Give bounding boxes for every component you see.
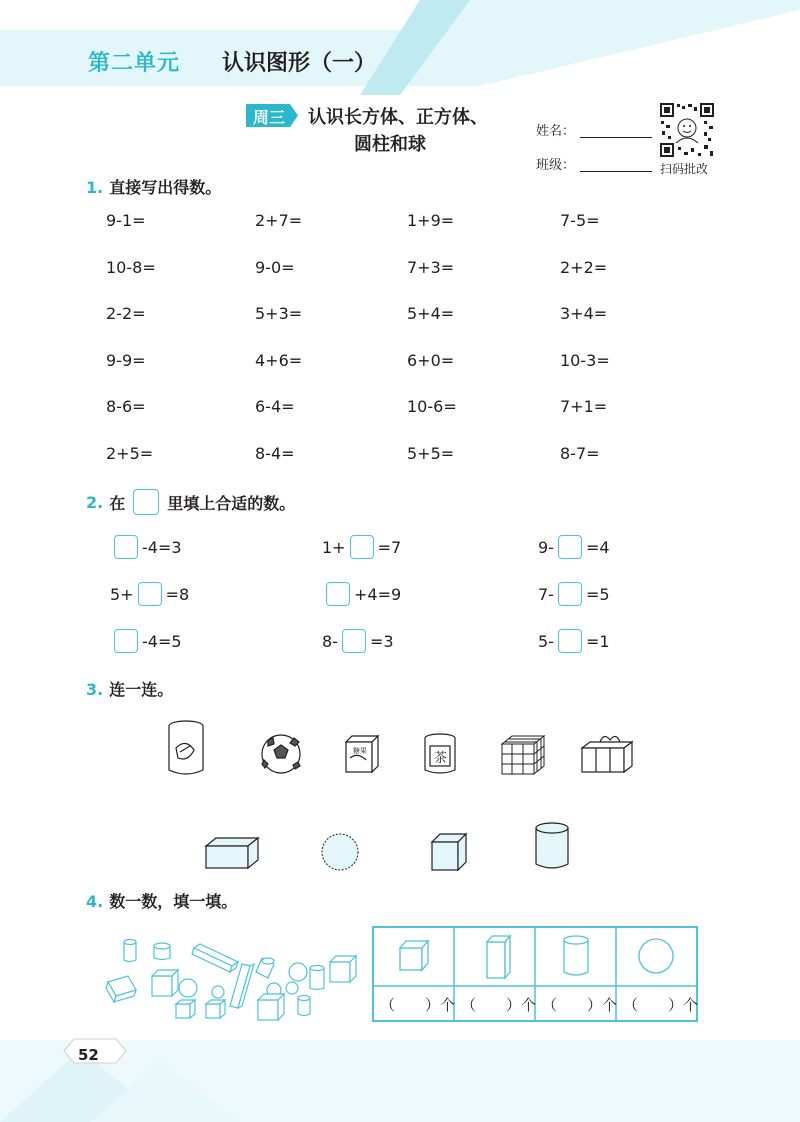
fill-equation (538, 582, 610, 606)
equation: 9-9= (106, 350, 146, 370)
section3-title-text: 连一连。 (109, 680, 174, 699)
equation: 6-4= (255, 397, 295, 416)
table-sphere-icon (639, 939, 673, 973)
pile-ball (212, 986, 224, 998)
lesson-title: 认识图形（一） (222, 51, 377, 76)
pile-cube (176, 1000, 195, 1018)
section3-number: 3. (86, 680, 104, 699)
equation-suffix: =8 (165, 584, 190, 604)
pile-cylinder-slant (256, 958, 274, 978)
equation: 8-4= (255, 443, 295, 463)
answer-box[interactable] (342, 629, 366, 653)
qr-code-icon[interactable] (660, 103, 714, 157)
answer-box[interactable] (138, 582, 162, 606)
shapes-row (200, 820, 580, 876)
fill-equation (110, 582, 189, 606)
equation: 6+0= (407, 350, 455, 370)
pile-cube (152, 970, 178, 996)
equation: 5+5= (407, 443, 455, 463)
equation-suffix: -4=3 (142, 537, 182, 557)
equation: 10-3= (560, 350, 610, 370)
name-field[interactable] (580, 136, 652, 138)
shape-pile (102, 930, 362, 1026)
cylinder-icon[interactable] (536, 823, 568, 868)
class-label: 班级： (536, 158, 576, 173)
equation-suffix: +4=9 (354, 584, 402, 604)
section4-title (86, 889, 237, 912)
equation: 5+3= (255, 304, 303, 323)
count-table (372, 926, 698, 1022)
day-label: 周三 (253, 108, 286, 127)
fill-equation (110, 535, 182, 559)
equation: 8-7= (560, 443, 600, 463)
topic-title-line2: 圆柱和球 (354, 134, 426, 155)
cuboid-icon[interactable] (206, 838, 258, 868)
pile-cylinder-top (154, 943, 170, 949)
class-field[interactable] (580, 170, 652, 172)
equation: 7-5= (560, 211, 600, 230)
soccer-ball-icon[interactable] (262, 735, 300, 773)
qr-caption: 扫码批改 (660, 162, 709, 176)
packed-box-icon[interactable] (582, 736, 632, 772)
equation-prefix: 5- (538, 631, 554, 651)
equation-prefix: 5+ (110, 584, 134, 604)
section1-title-text: 直接写出得数。 (109, 178, 222, 197)
section2-number: 2. (86, 492, 104, 512)
pile-cylinder-top (310, 966, 324, 971)
fill-equation (110, 629, 182, 653)
section2-title (86, 489, 295, 515)
equation: 2-2= (106, 304, 146, 323)
equation-suffix: =1 (585, 631, 610, 651)
equation: 8-6= (106, 397, 146, 416)
equation-suffix: =7 (377, 537, 402, 557)
equation-suffix: =4 (585, 537, 610, 557)
answer-box[interactable] (326, 582, 350, 606)
day-badge (246, 104, 298, 127)
objects-row (160, 718, 650, 780)
answer-box[interactable] (558, 582, 582, 606)
fill-equation (538, 535, 610, 559)
table-cuboid-icon (487, 936, 510, 978)
name-label: 姓名： (536, 124, 576, 139)
cube-icon[interactable] (432, 834, 466, 870)
table-cylinder-icon (564, 936, 588, 975)
section2-title-before: 在 (109, 493, 126, 513)
gift-box-label: 糖果 (353, 747, 367, 755)
fill-equation (322, 535, 401, 559)
rubiks-cube-icon[interactable] (502, 736, 544, 774)
section4-number: 4. (86, 892, 104, 911)
equation-suffix: =3 (369, 631, 394, 651)
equation-suffix: -4=5 (142, 631, 182, 651)
pile-cuboid-tall (230, 964, 254, 1008)
equation: 7+3= (407, 257, 455, 277)
equation-prefix: 7- (538, 584, 554, 604)
answer-box[interactable] (558, 629, 582, 653)
topic-title-line1: 认识长方体、正方体、 (308, 107, 488, 128)
answer-cube[interactable]: （ ）个 (380, 996, 456, 1014)
tea-can-label: 茶 (434, 751, 448, 766)
equation: 10-6= (407, 397, 457, 416)
fill-equation (322, 629, 394, 653)
answer-sphere[interactable]: （ ）个 (623, 996, 699, 1014)
pile-cylinder-top (124, 940, 136, 945)
pile-cube (106, 976, 136, 1002)
answer-box[interactable] (350, 535, 374, 559)
section1-title (86, 175, 221, 198)
pile-cylinder (310, 968, 324, 990)
pile-cuboid-long (192, 944, 238, 972)
fill-equation (538, 629, 610, 653)
unit-title: 第二单元 (88, 51, 181, 76)
equation: 4+6= (255, 350, 303, 370)
equation-prefix: 9- (538, 537, 554, 557)
pile-ball (179, 979, 197, 997)
pile-cube (330, 956, 356, 982)
equation: 2+5= (106, 443, 154, 463)
section3-title (86, 677, 173, 700)
pile-cube (206, 1000, 225, 1018)
equation-suffix: =5 (585, 584, 610, 604)
table-cube-icon (400, 941, 428, 970)
equation: 5+4= (407, 304, 455, 323)
equation-prefix: 1+ (322, 537, 346, 557)
equation: 10-8= (106, 257, 156, 277)
page-number: 52 (78, 1046, 99, 1064)
pile-ball (286, 982, 298, 994)
fill-equation (322, 582, 401, 606)
pile-ball (289, 963, 307, 981)
section2-title-after: 里填上合适的数。 (167, 493, 296, 513)
answer-cylinder[interactable]: （ ）个 (542, 996, 618, 1014)
equation: 9-1= (106, 211, 146, 230)
example-box (133, 489, 159, 515)
section1-number: 1. (86, 178, 104, 197)
equation: 3+4= (560, 304, 608, 323)
pile-cube (258, 994, 284, 1020)
pile-cylinder-top (298, 996, 310, 1001)
equation: 9-0= (255, 257, 295, 277)
equation: 7+1= (560, 397, 608, 416)
equation-prefix: 8- (322, 631, 338, 651)
equation: 2+7= (255, 211, 303, 230)
answer-box[interactable] (114, 629, 138, 653)
can-icon[interactable] (169, 721, 203, 774)
equation: 2+2= (560, 257, 608, 277)
answer-box[interactable] (558, 535, 582, 559)
answer-cuboid[interactable]: （ ）个 (461, 996, 537, 1014)
equation: 1+9= (407, 211, 455, 230)
sphere-icon[interactable] (322, 834, 358, 870)
section4-title-text: 数一数，填一填。 (109, 892, 238, 911)
answer-box[interactable] (114, 535, 138, 559)
